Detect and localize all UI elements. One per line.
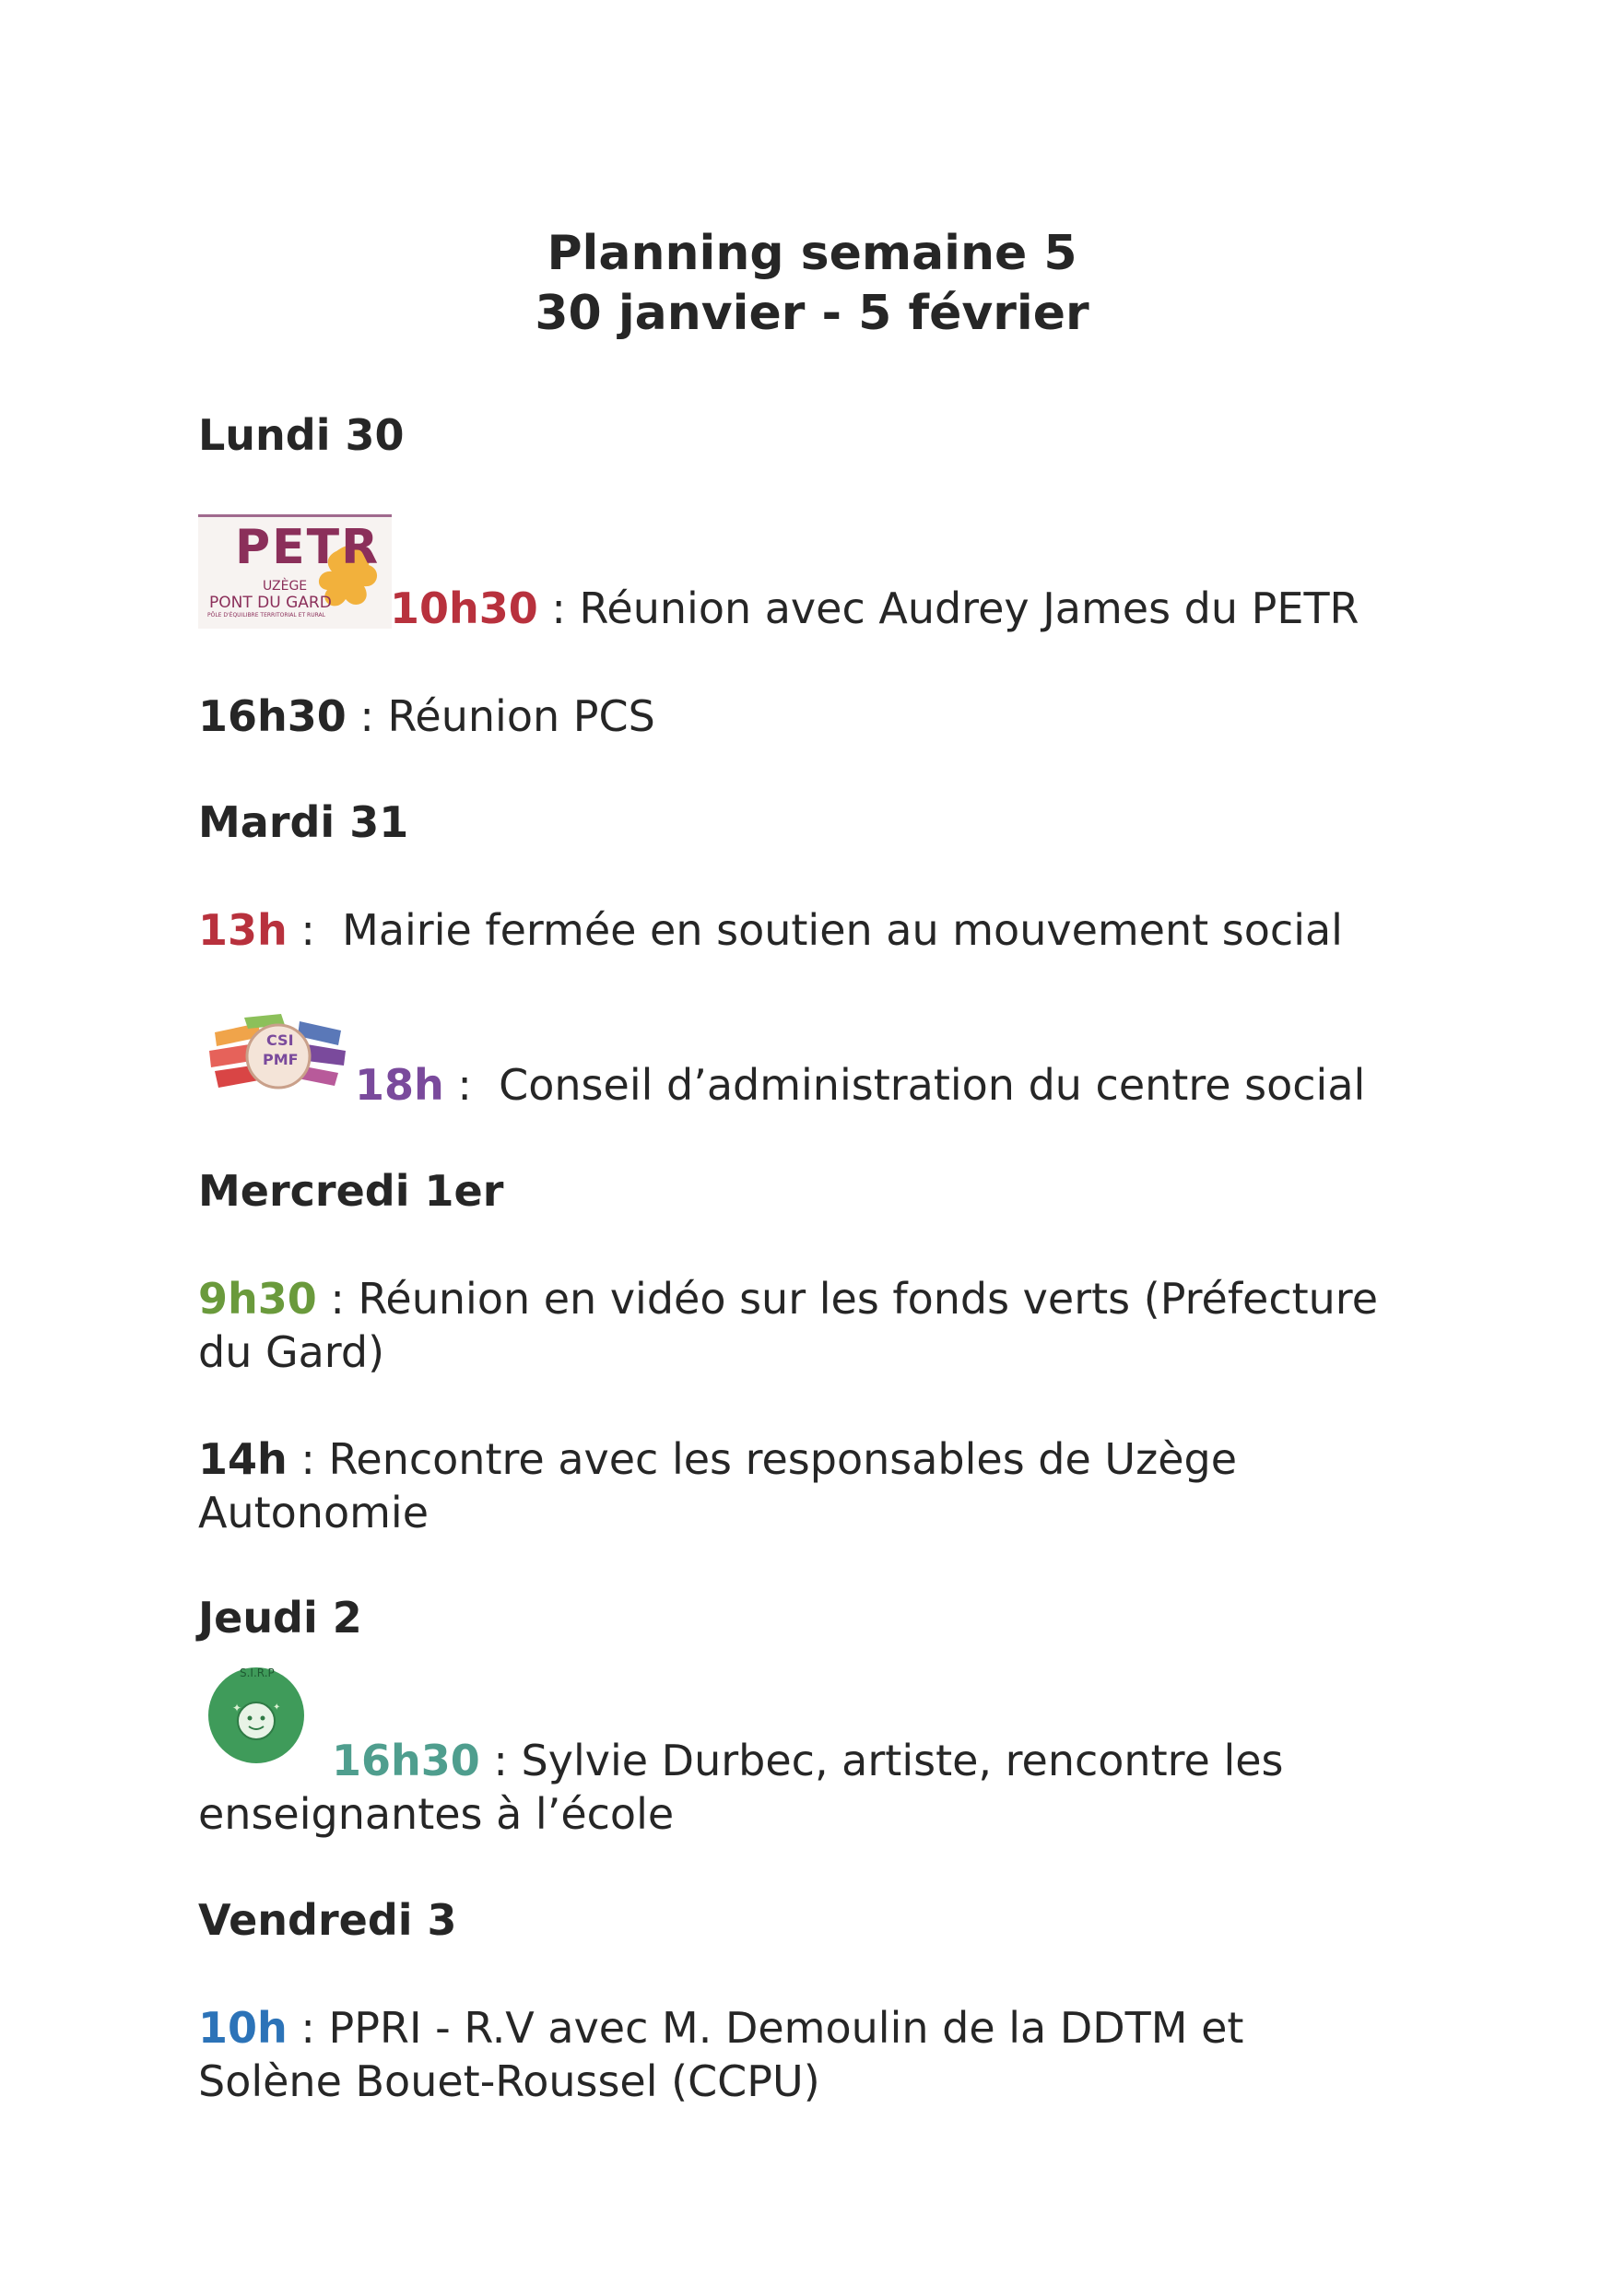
event-separator: : [287,905,343,955]
day-heading: Mardi 31 [198,797,409,847]
event-time: 10h [198,2003,288,2053]
event-time: 14h [198,1434,288,1484]
petr-logo-sub1: UZÈGE [263,579,308,594]
event-separator: : [287,1434,329,1484]
event-line [198,691,655,741]
event-separator: : [479,1736,522,1785]
event-text-continued: enseignantes à l’école [198,1789,675,1839]
event-text: Mairie fermée en soutien au mouvement social [342,905,1343,955]
event-text: Sylvie Durbec, artiste, rencontre les [521,1736,1284,1785]
event-separator: : [346,691,388,741]
event-time: 16h30 [198,691,347,741]
sirp-logo-text: S.I.R.P [240,1667,275,1679]
petr-logo [198,514,392,629]
svg-text:✦: ✦ [232,1702,242,1714]
event-separator: : [537,583,580,633]
event-line [198,1274,1378,1324]
svg-text:✦: ✦ [273,1702,281,1713]
event-text: Réunion en vidéo sur les fonds verts (Préfecture [358,1274,1379,1324]
petr-logo-sub2: PONT DU GARD [209,594,332,612]
event-time: 10h30 [390,583,538,633]
event-line [355,1060,1365,1110]
event-line [390,583,1359,633]
event-text: PPRI - R.V avec M. Demoulin de la DDTM et [328,2003,1244,2053]
page-subtitle: 30 janvier - 5 février [535,286,1089,341]
event-line [198,2003,1243,2053]
event-separator: : [316,1274,359,1324]
event-time: 16h30 [332,1736,480,1785]
sirp-logo [205,1664,308,1767]
event-text: Rencontre avec les responsables de Uzège [328,1434,1238,1484]
event-line [198,905,1343,955]
event-time: 18h [355,1060,444,1110]
day-heading: Jeudi 2 [198,1593,362,1643]
event-line [332,1736,1284,1785]
day-heading: Vendredi 3 [198,1895,457,1945]
petr-logo-text: PETR [235,520,381,575]
event-text-continued: du Gard) [198,1327,385,1377]
event-separator: : [443,1060,500,1110]
csi-logo-line2: PMF [263,1051,299,1068]
event-time: 13h [198,905,288,955]
event-time: 9h30 [198,1274,317,1324]
day-heading: Lundi 30 [198,410,405,460]
event-text: Réunion PCS [387,691,655,741]
csi-pmf-logo [207,1014,350,1097]
event-text: Conseil d’administration du centre social [499,1060,1366,1110]
csi-logo-line1: CSI [266,1031,294,1049]
event-line [198,1434,1237,1484]
page-title: Planning semaine 5 [547,226,1077,281]
event-text: Réunion avec Audrey James du PETR [579,583,1359,633]
event-text-continued: Autonomie [198,1488,429,1537]
petr-logo-sub3: PÔLE D'ÉQUILIBRE TERRITORIAL ET RURAL [207,612,325,618]
event-separator: : [287,2003,329,2053]
event-text-continued: Solène Bouet-Roussel (CCPU) [198,2056,820,2106]
day-heading: Mercredi 1er [198,1166,504,1216]
